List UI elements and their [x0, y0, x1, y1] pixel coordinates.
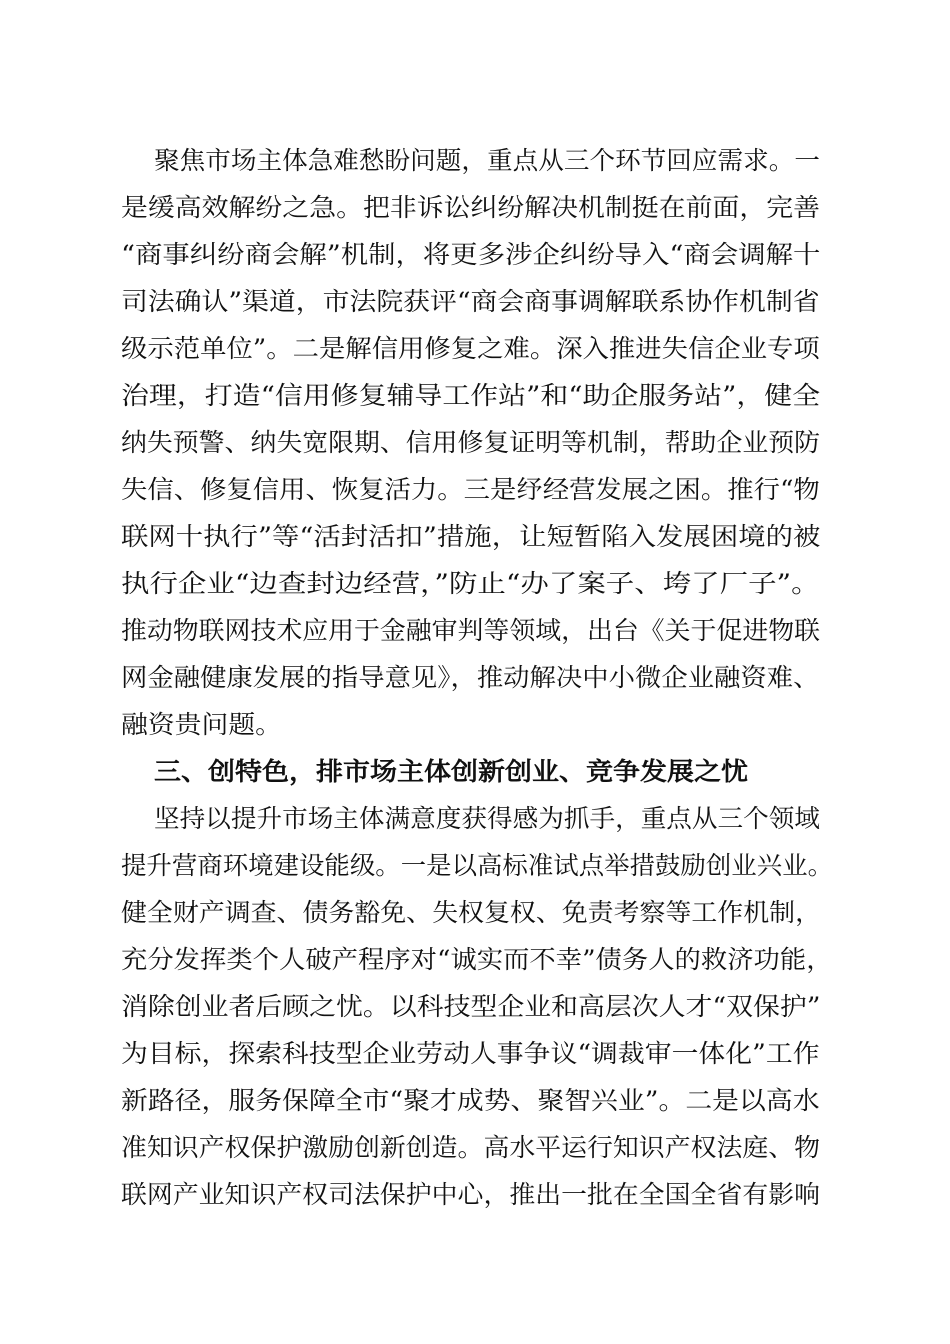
section-heading-3: 三、创特色，排市场主体创新创业、竞争发展之忧 — [154, 757, 749, 786]
paragraph-1-line-4: 司法确认”渠道，市法院获评“商会商事调解联系协作机制省 — [121, 287, 820, 316]
paragraph-1-line-1: 聚焦市场主体急难愁盼问题，重点从三个环节回应需求。一 — [154, 146, 821, 175]
paragraph-1-line-5: 级示范单位”。二是解信用修复之难。深入推进失信企业专项 — [121, 334, 820, 363]
paragraph-1-line-8: 失信、修复信用、恢复活力。三是纾经营发展之困。推行“物 — [121, 475, 820, 504]
paragraph-2-line-5: 消除创业者后顾之忧。以科技型企业和高层次人才“双保护” — [121, 992, 821, 1021]
paragraph-2-line-4: 充分发挥类个人破产程序对“诚实而不幸”债务人的救济功能， — [121, 945, 833, 974]
paragraph-1-line-13: 融资贵问题。 — [121, 710, 283, 739]
paragraph-2-line-1: 坚持以提升市场主体满意度获得感为抓手，重点从三个领域 — [154, 804, 821, 833]
paragraph-2-line-8: 准知识产权保护激励创新创造。高水平运行知识产权法庭、物 — [121, 1133, 821, 1162]
paragraph-2-line-2: 提升营商环境建设能级。一是以高标准试点举措鼓励创业兴业。 — [121, 851, 834, 880]
paragraph-2-line-7: 新路径，服务保障全市“聚才成势、聚智兴业”。二是以高水 — [121, 1086, 820, 1115]
paragraph-1-line-7: 纳失预警、纳失宽限期、信用修复证明等机制，帮助企业预防 — [121, 428, 821, 457]
paragraph-2-line-9: 联网产业知识产权司法保护中心，推出一批在全国全省有影响 — [121, 1180, 821, 1209]
paragraph-1-line-12: 网金融健康发展的指导意见》，推动解决中小微企业融资难、 — [121, 663, 820, 692]
paragraph-2-line-3: 健全财产调查、债务豁免、失权复权、免责考察等工作机制， — [121, 898, 822, 927]
paragraph-1-line-2: 是缓高效解纷之急。把非诉讼纠纷解决机制挺在前面，完善 — [121, 193, 821, 222]
paragraph-1-line-6: 治理，打造“信用修复辅导工作站”和“助企服务站”，健全 — [121, 381, 821, 410]
paragraph-2-line-6: 为目标，探索科技型企业劳动人事争议“调裁审一体化”工作 — [121, 1039, 820, 1068]
paragraph-1-line-3: “商事纠纷商会解”机制，将更多涉企纠纷导入“商会调解十 — [121, 240, 821, 269]
paragraph-1-line-10: 执行企业“边查封边经营，”防止“办了案子、垮了厂子”。 — [121, 569, 820, 598]
paragraph-1-line-9: 联网十执行”等“活封活扣”措施，让短暂陷入发展困境的被 — [121, 522, 821, 551]
paragraph-1-line-11: 推动物联网技术应用于金融审判等领域，出台《关于促进物联 — [121, 616, 821, 645]
